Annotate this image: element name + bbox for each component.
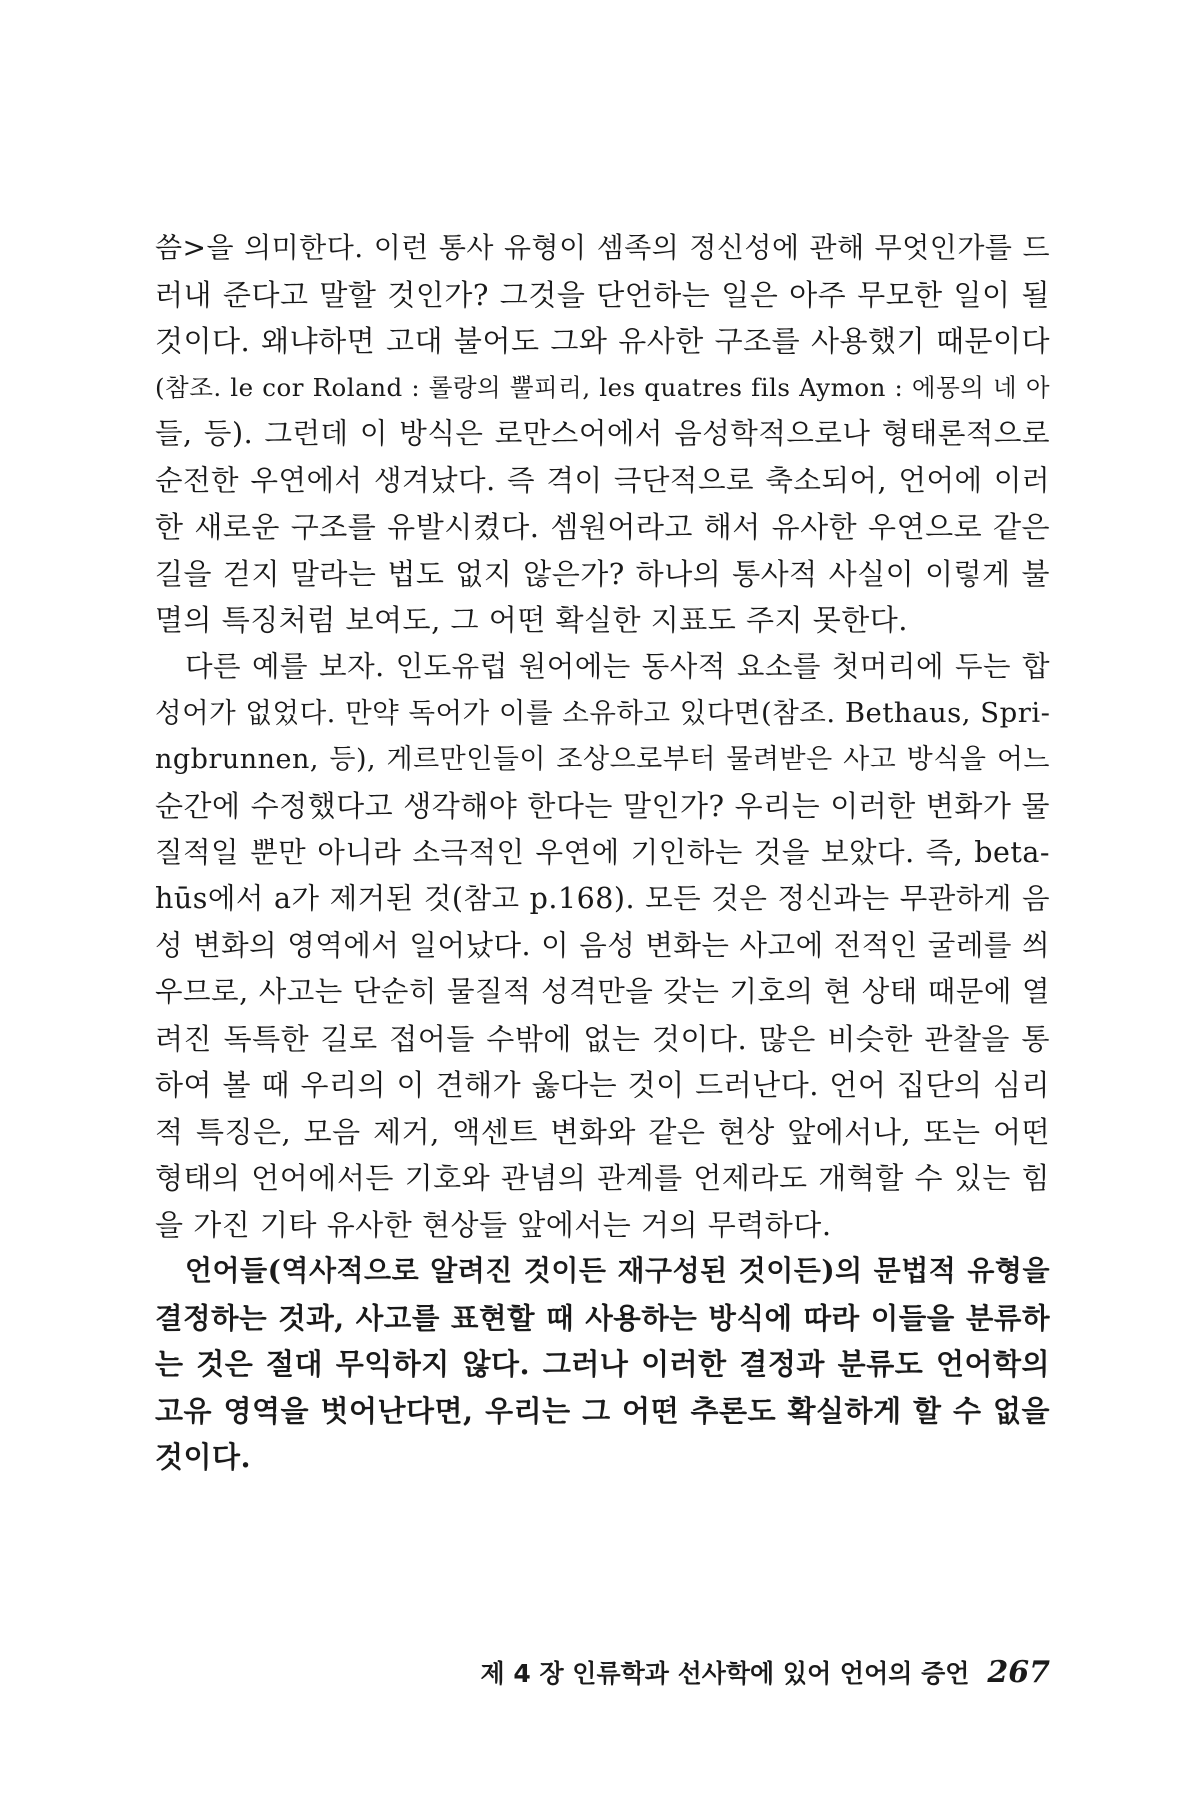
text-line: 것이다. 왜냐하면 고대 불어도 그와 유사한 구조를 사용했기 때문이다 [155,324,1050,358]
text-line: 하여 볼 때 우리의 이 견해가 옳다는 것이 드러난다. 언어 집단의 심리 [155,1068,1050,1102]
text-line: 언어들(역사적으로 알려진 것이든 재구성된 것이든)의 문법적 유형을 [185,1254,1050,1287]
text-line: 들, 등). 그런데 이 방식은 로만스어에서 음성학적으로나 형태론적으로 [155,417,1050,450]
text-line: 적 특징은, 모음 제거, 액센트 변화와 같은 현상 앞에서나, 또는 어떤 [155,1114,1050,1149]
text-line: 한 새로운 구조를 유발시켰다. 셈원어라고 해서 유사한 우연으로 같은 [155,510,1050,544]
text-line: 멸의 특징처럼 보여도, 그 어떤 확실한 지표도 주지 못한다. [155,603,909,637]
text-line: 길을 걷지 말라는 법도 없지 않은가? 하나의 통사적 사실이 이렇게 불 [155,556,1050,591]
text-line: 씀>을 의미한다. 이런 통사 유형이 셈족의 정신성에 관해 무엇인가를 드 [155,231,1050,264]
paragraph-1 [155,225,1050,644]
text-line: 려진 독특한 길로 접어들 수밖에 없는 것이다. 많은 비슷한 관찰을 통 [155,1021,1050,1056]
paragraph-2 [155,644,1050,1249]
text-line: 성 변화의 영역에서 일어났다. 이 음성 변화는 사고에 전적인 굴레를 씌 [155,928,1050,962]
text-line: 다른 예를 보자. 인도유럽 원어에는 동사적 요소를 첫머리에 두는 합 [185,649,1050,683]
text-line: hūs에서 a가 제거된 것(참고 p.168). 모든 것은 정신과는 무관하게 음 [155,882,1050,915]
text-line: 성어가 없었다. 만약 독어가 이를 소유하고 있다면(참조. Bethaus, Spri- [155,697,1051,729]
text-line: ngbrunnen, 등), 게르만인들이 조상으로부터 물려받은 사고 방식을 어느 [155,743,1050,775]
text-line: 형태의 언어에서든 기호와 관념의 관계를 언제라도 개혁할 수 있는 힘 [155,1161,1050,1195]
text-line: 우므로, 사고는 단순히 물질적 성격만을 갖는 기호의 현 상태 때문에 열 [155,975,1050,1008]
paragraph-3 [155,1248,1050,1481]
text-line: 순간에 수정했다고 생각해야 한다는 말인가? 우리는 이러한 변화가 물 [155,789,1050,823]
text-line: 결정하는 것과, 사고를 표현할 때 사용하는 방식에 따라 이들을 분류하 [155,1300,1050,1335]
text-line: 순전한 우연에서 생겨났다. 즉 격이 극단적으로 축소되어, 언어에 이러 [155,463,1050,497]
page-body [155,225,1050,1481]
text-line: 질적일 뿐만 아니라 소극적인 우연에 기인하는 것을 보았다. 즉, beta- [155,835,1050,869]
running-footer [450,1653,1050,1693]
running-title: 제 4 장 인류학과 선사학에 있어 언어의 증언 [480,1659,970,1688]
text-line: 는 것은 절대 무익하지 않다. 그러나 이러한 결정과 분류도 언어학의 [155,1347,1050,1381]
page-number: 267 [987,1655,1050,1690]
text-line: 고유 영역을 벗어난다면, 우리는 그 어떤 추론도 확실하게 할 수 없을 [155,1393,1050,1428]
text-line: (참조. le cor Roland : 롤랑의 뿔피리, les quatres fils Aymon : 에몽의 네 아 [155,372,1050,402]
text-line: 을 가진 기타 유사한 현상들 앞에서는 거의 무력하다. [155,1207,832,1242]
text-line: 러내 준다고 말할 것인가? 그것을 단언하는 일은 아주 무모한 일이 될 [155,277,1050,312]
text-line: 것이다. [155,1440,252,1474]
